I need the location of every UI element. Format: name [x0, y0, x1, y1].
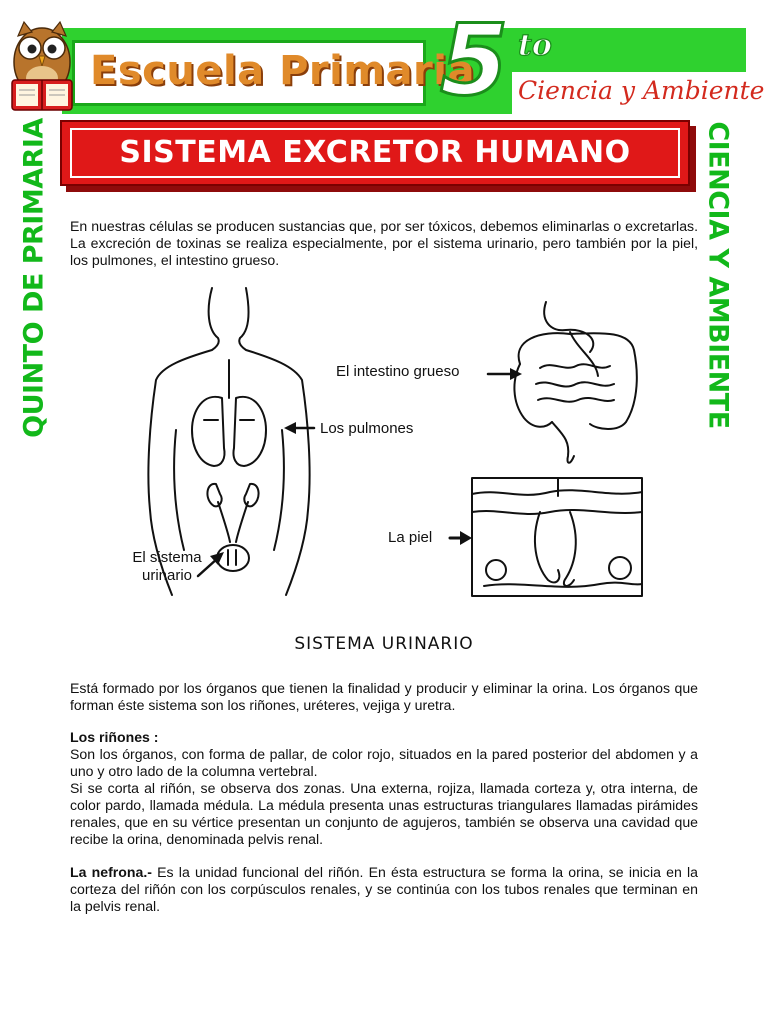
- nephron-text: Es la unidad funcional del riñón. En ésta estructura se forma la orina, se inicia en la corteza del riñón con los corpúsculos renales, y se continúa con los tubos renales que terminan en la pelvis renal.: [70, 864, 698, 914]
- nephron-section: [70, 864, 698, 915]
- lungs-icon: [192, 360, 266, 466]
- nephron-heading: La nefrona.-: [70, 864, 152, 880]
- kidneys-section: [70, 729, 698, 848]
- label-urinary-system: El sistema urinario: [132, 549, 202, 584]
- page-title: SISTEMA EXCRETOR HUMANO: [119, 135, 631, 170]
- kidneys-text-1: Son los órganos, con forma de pallar, de color rojo, situados en la pared posterior del abdomen y a uno y otro lado de la columna vertebral.: [70, 746, 698, 779]
- brand-title: Escuela Primaria: [90, 48, 475, 94]
- label-lungs: Los pulmones: [320, 420, 414, 437]
- side-label-right: CIENCIA Y AMBIENTE: [702, 121, 734, 429]
- kidneys-heading: Los riñones :: [70, 729, 159, 745]
- diagram-arrows: [198, 368, 522, 576]
- skin-section-icon: [472, 478, 642, 596]
- side-label-left: QUINTO DE PRIMARIA: [18, 118, 50, 438]
- label-skin: La piel: [388, 529, 433, 546]
- kidneys-text-2: Si se corta al riñón, se observa dos zonas. Una externa, rojiza, llamada corteza y, otra interna, de color pardo, llamada médula. La médula presenta unas estructuras triangulares llamadas pirámides renales, que en su vértice presentan un conjunto de agujeros, también se observa una cavidad que recibe la orina, denominada pelvis renal.: [70, 780, 698, 847]
- owl-mascot-icon: [8, 18, 78, 118]
- intro-paragraph: En nuestras células se producen sustancias que, por ser tóxicos, debemos eliminarlas o excretarlas. La excreción de toxinas se realiza especialmente, por el sistema urinario, pero también por la piel, los pulmones, el intestino grueso.: [70, 218, 698, 268]
- grade-suffix: to: [518, 28, 552, 63]
- urinary-system-paragraph: Está formado por los órganos que tienen la finalidad y producir y eliminar la orina. Los órganos que forman éste sistema son los riñones, uréteres, vejiga y uretra.: [70, 680, 698, 713]
- grade-number: 5: [440, 4, 509, 118]
- section-heading: SISTEMA URINARIO: [294, 634, 474, 654]
- subject-title: Ciencia y Ambiente: [518, 76, 765, 105]
- label-intestine: El intestino grueso: [336, 363, 460, 380]
- large-intestine-icon: [514, 302, 636, 463]
